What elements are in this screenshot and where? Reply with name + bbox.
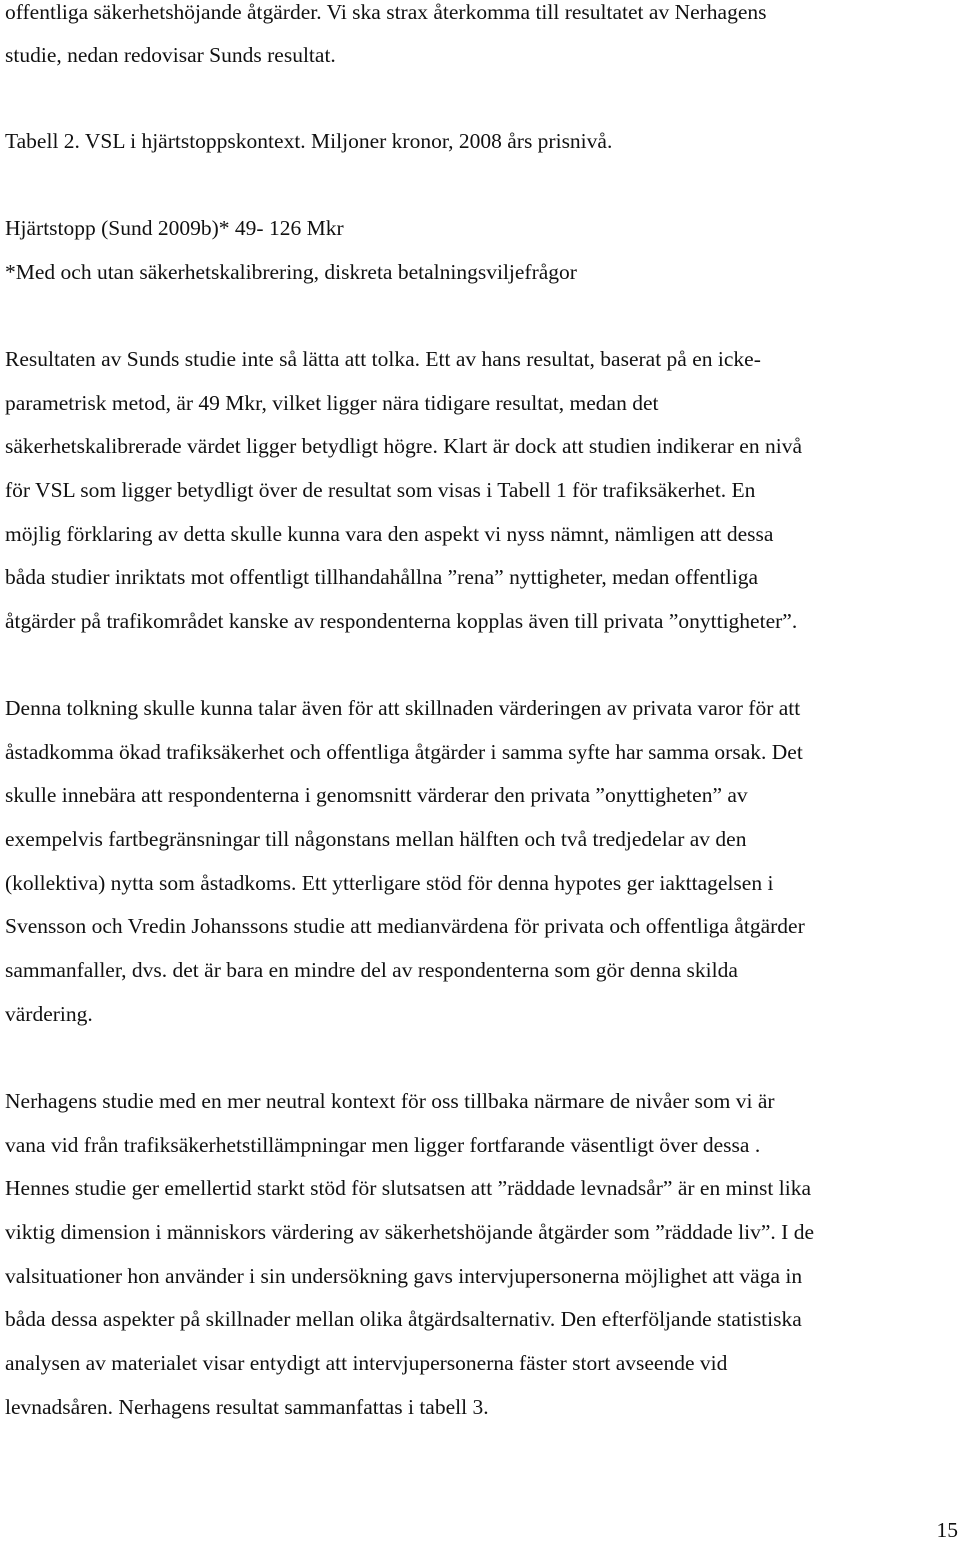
paragraph-line: (kollektiva) nytta som åstadkoms. Ett ytterligare stöd för denna hypotes ger iakttagelsen i xyxy=(5,871,774,895)
paragraph-line: skulle innebära att respondenterna i genomsnitt värderar den privata ”onyttigheten” av xyxy=(5,783,748,807)
paragraph-line: sammanfaller, dvs. det är bara en mindre del av respondenterna som gör denna skilda xyxy=(5,958,738,982)
paragraph-line: parametrisk metod, är 49 Mkr, vilket ligger nära tidigare resultat, medan det xyxy=(5,391,659,415)
paragraph-line: åstadkomma ökad trafiksäkerhet och offentliga åtgärder i samma syfte har samma orsak. Det xyxy=(5,740,803,764)
table-footnote: *Med och utan säkerhetskalibrering, diskreta betalningsviljefrågor xyxy=(5,260,577,284)
paragraph-line: levnadsåren. Nerhagens resultat sammanfattas i tabell 3. xyxy=(5,1395,489,1419)
paragraph-line: vana vid från trafiksäkerhetstillämpningar men ligger fortfarande väsentligt över dessa . xyxy=(5,1133,761,1157)
table-row: Hjärtstopp (Sund 2009b)* 49- 126 Mkr xyxy=(5,216,344,240)
table-caption: Tabell 2. VSL i hjärtstoppskontext. Miljoner kronor, 2008 års prisnivå. xyxy=(5,129,613,153)
paragraph-line: Denna tolkning skulle kunna talar även för att skillnaden värderingen av privata varor för att xyxy=(5,696,801,720)
paragraph-line: Hennes studie ger emellertid starkt stöd för slutsatsen att ”räddade levnadsår” är en minst lika xyxy=(5,1176,811,1200)
paragraph-line: båda dessa aspekter på skillnader mellan olika åtgärdsalternativ. Den efterföljande statistiska xyxy=(5,1307,802,1331)
paragraph-line: analysen av materialet visar entydigt att intervjupersonerna fäster stort avseende vid xyxy=(5,1351,728,1375)
paragraph-line: båda studier inriktats mot offentligt tillhandahållna ”rena” nyttigheter, medan offentliga xyxy=(5,565,758,589)
paragraph-line: Resultaten av Sunds studie inte så lätta att tolka. Ett av hans resultat, baserat på en icke- xyxy=(5,347,761,371)
paragraph-line: för VSL som ligger betydligt över de resultat som visas i Tabell 1 för trafiksäkerhet. En xyxy=(5,478,756,502)
paragraph-line: Svensson och Vredin Johanssons studie att medianvärdena för privata och offentliga åtgärder xyxy=(5,914,805,938)
paragraph-line: säkerhetskalibrerade värdet ligger betydligt högre. Klart är dock att studien indikerar en nivå xyxy=(5,434,802,458)
paragraph-line: valsituationer hon använder i sin undersökning gavs intervjupersonerna möjlighet att väga in xyxy=(5,1264,803,1288)
intro-line: offentliga säkerhetshöjande åtgärder. Vi ska strax återkomma till resultatet av Nerhagens xyxy=(5,0,767,24)
paragraph-line: viktig dimension i människors värdering av säkerhetshöjande åtgärder som ”räddade liv”. I de xyxy=(5,1220,814,1244)
intro-line: studie, nedan redovisar Sunds resultat. xyxy=(5,43,336,67)
paragraph-line: exempelvis fartbegränsningar till någonstans mellan hälften och två tredjedelar av den xyxy=(5,827,747,851)
paragraph-line: Nerhagens studie med en mer neutral kontext för oss tillbaka närmare de nivåer som vi är xyxy=(5,1089,775,1113)
paragraph-line: värdering. xyxy=(5,1002,93,1026)
paragraph-line: möjlig förklaring av detta skulle kunna vara den aspekt vi nyss nämnt, nämligen att dessa xyxy=(5,522,774,546)
page-number: 15 xyxy=(936,1518,958,1542)
paragraph-line: åtgärder på trafikområdet kanske av respondenterna kopplas även till privata ”onyttigheter”. xyxy=(5,609,798,633)
